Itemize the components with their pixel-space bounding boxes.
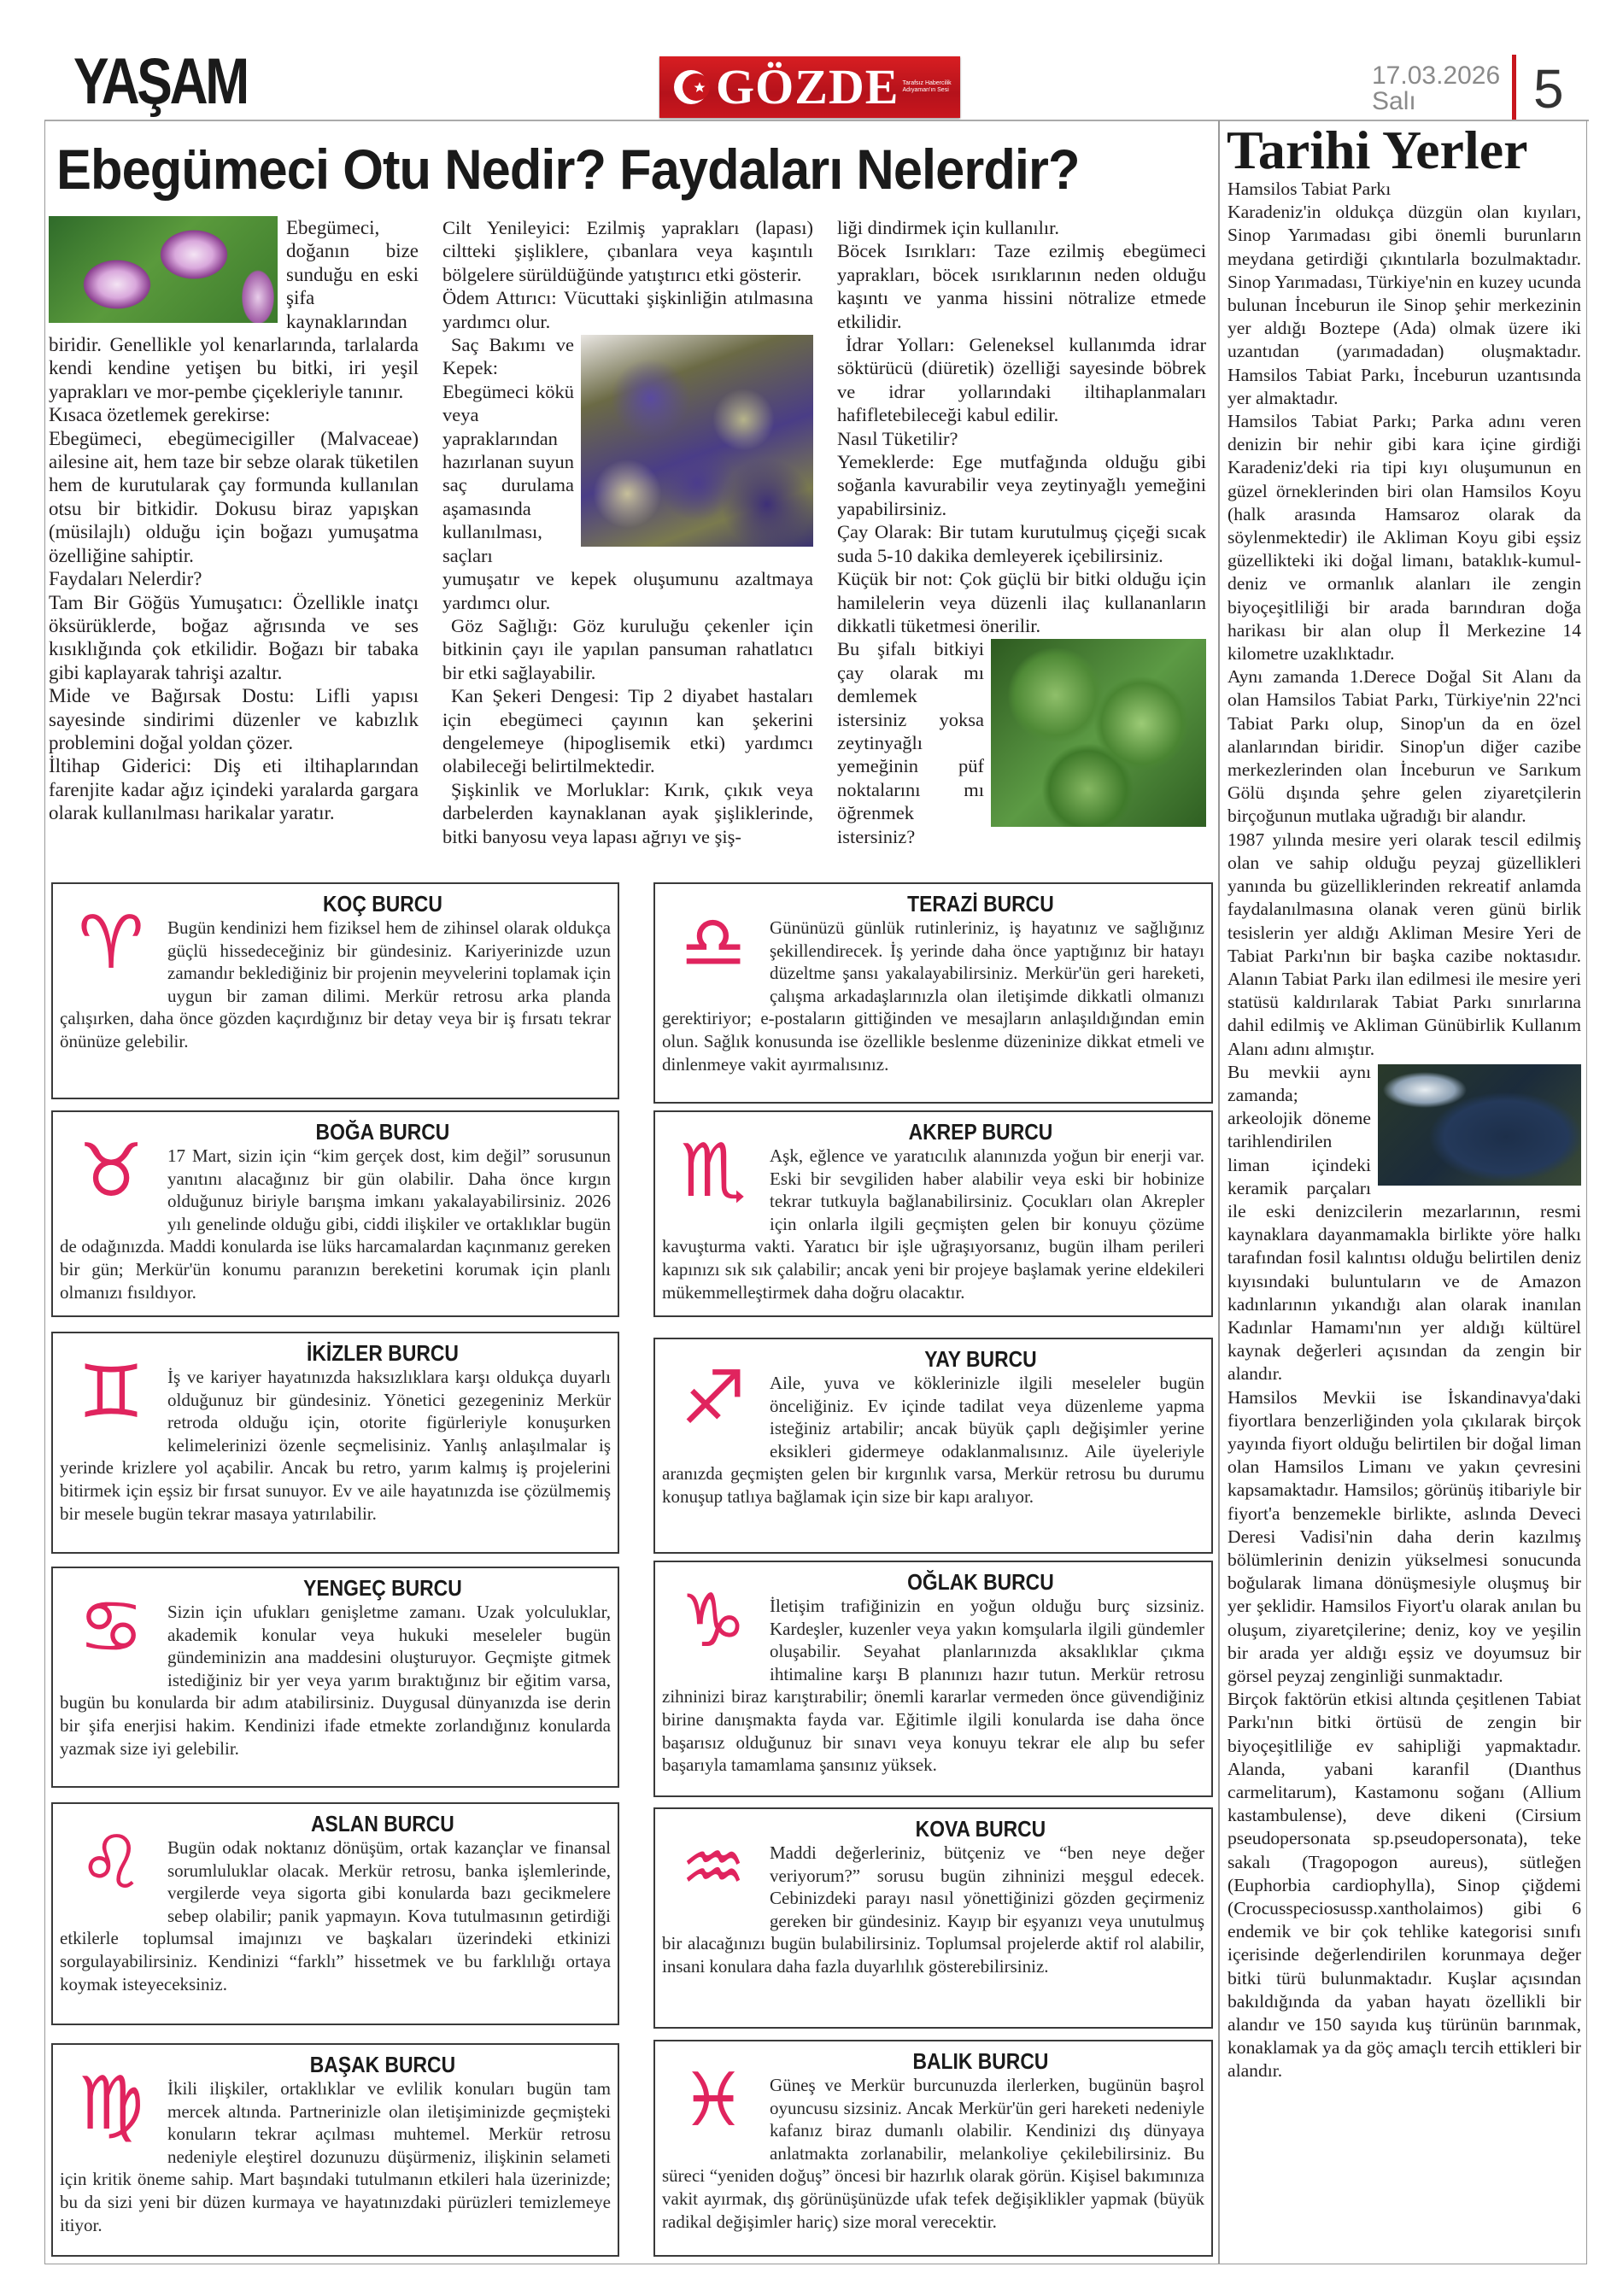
horoscope-box [653,2040,1213,2257]
aries-icon: ♈ [78,900,144,986]
horoscope-box [51,1802,619,2025]
leo-icon: ♌ [78,1820,144,1906]
paragraph: Saç Bakımı ve Kepek: Ebegümeci kökü veya yapraklarından hazırlanan suyun saç durulama aşamasında kullanılması, saçları yumuşatır ve kepek oluşumunu azaltmaya yardımcı olur. [442,334,813,613]
horoscope-title: KOVA BURCU [915,1816,1046,1842]
horoscope-text: İş ve kariyer hayatınızda haksızlıklara karşı oldukça duyarlı olduğunuz bir gündesiniz. Yönetici gezegeniniz Merkür retroda olduğu için, otorite figürleriyle konuşurken kelimelerinizi özenle seçmelisiniz. Yanlış anlaşılmalar iş yerinde krizlere yol açabilir. Ancak bu retro, yarım kalmış iş projelerini bitirmek için eşsiz bir fırsat sunuyor. Ev ve aile hayatınızda ise çözülmemiş bir mesele bugün tekrar masaya yatırılabilir. [60,1367,611,1524]
paragraph: Aynı zamanda 1.Derece Doğal Sit Alanı da olan Hamsilos Tabiat Parkı, Türkiye'nin 22'nci Tabiat Parkı olup, Sinop'un da en özel alanlarından biridir. Sinop'un diğer cazibe merkezlerinden olan İnceburun ve Sarıkum Gölü dışında şehre gelen ziyaretçilerin birçoğunun mutlaka uğradığı bir alandır. [1228,666,1581,827]
article-column-3 [837,216,1206,848]
pisces-icon: ♓ [680,2058,747,2143]
date-divider [1512,55,1516,120]
paragraph: liği dindirmek için kullanılır. [837,217,1059,238]
article-headline: Ebegümeci Otu Nedir? Faydaları Nelerdir? [56,138,1080,201]
paragraph: Kan Şekeri Dengesi: Tip 2 diyabet hastaları için ebegümeci çayının kan şekerini dengelemeye (hipoglisemik etki) yardımcı olabileceği belirtilmektedir. [442,685,813,777]
horoscope-box [51,2043,619,2257]
paragraph: Hamsilos Tabiat Parkı [1228,179,1392,199]
horoscope-box [51,882,619,1099]
hamsilos-bay-photo [1378,1064,1581,1186]
dried-mallow-photo [581,335,813,547]
paragraph: İdrar Yolları: Geleneksel kullanımda idrar söktürücü (diüretik) özelliği sayesinde böbrek ve idrar yollarındaki iltihaplanmaları hafifletebileceği kabul edilir. [837,334,1206,426]
horoscope-title: KOÇ BURCU [323,891,442,917]
paragraph: Küçük bir not: Çok güçlü bir bitki olduğu için hamilelerin veya düzenli ilaç kullananların dikkatli tüketmesi önerilir. [837,568,1206,636]
paragraph: Cilt Yenileyici: Ezilmiş yaprakları (lapası) ciltteki şişliklere, çıbanlara veya kaşıntılı bölgelere sürüldüğünde yatıştırıcı etki gösterir. [442,217,813,285]
horoscope-box [51,1567,619,1788]
horoscope-text: 17 Mart, sizin için “kim gerçek dost, kim değil” sorusunun yanıtını alacağınız bir gün olabilir. Daha önce kırgın olduğunuz biriyle barışma imkanı yakalayabilirsiniz. 2026 yılı genelinde olduğu gibi, ciddi ilişkiler ve ortaklıklar bugün de odağınızda. Maddi konularda ise lüks harcamalardan kaçınmanız gereken bir gün; Merkür'ün konumu paranızın bereketini korumak için planlı olmanızı fısıldıyor. [60,1145,611,1303]
aquarius-icon: ♒ [680,1825,747,1911]
logo-tagline: Tarafsız Habercilik Adıyaman'ın Sesi [902,80,952,93]
horoscope-title: ASLAN BURCU [311,1811,454,1836]
paragraph: Hamsilos Mevkii ise İskandinavya'daki fiyortlara benzerliğinden yola çıkılarak birçok yayında fiyort olduğu belirtilen bir doğal liman olan Hamsilos Limanı ve yakın çevresini kapsamaktadır. Hamsilos; görünüş itibariyle bir fiyort'a benzemekle birlikte, aslında Deveci Deresi Vadisi'nin daha derin kazılmış bölümlerinin denizin yükselmesi sonucunda boğularak limana dönüşmesiyle oluşmuş bir yer şeklidir. Hamsilos Fiyort'u olarak anılan bu oluşum, ziyaretçilerine; deniz, koy ve yeşilin bir arada yer aldığı eşsiz ve doyumsuz bir görsel peyzaj zenginliği sunmaktadır. [1228,1386,1581,1686]
paragraph: Birçok faktörün etkisi altında çeşitlenen Tabiat Parkı'nın bitki örtüsü de zengin bir biyoçeşitliliğe ev sahipliği yapmaktadır. Alanda, yabani karanfil (Dıanthus carmelitarum), Kastamonu soğanı (Allium kastambulense), deve dikeni (Cirsium pseudopersonata sp.pseudopersonata), teke sakalı (Tragopogon aureus), sütleğen (Euphorbia cardiophylla), Sinop çiğdemi (Crocusspeciosussp.xantholaimos) gibi 6 endemik ve bir çok tehlike kategorisi sınıfı içerisinde değerlendirilen korunmaya değer bitki türü bulunmaktadır. Kuşlar açısından bakıldığında da yaban hayatı özellikli bir alandır ve 150 sayıda kuş türünün barınmak, konaklamak ya da göç amaçlı tercih ettikleri bir alandır. [1228,1689,1581,2082]
horoscope-text: Bugün kendinizi hem fiziksel hem de zihinsel olarak oldukça güçlü hissedeceğiniz bir gündesiniz. Kariyerinizde uzun zamandır beklediğiniz bir projenin meyvelerini toplamak için uygun bir zaman dilimi. Merkür retrosu arka planda çalışırken, daha önce gözden kaçırdığınız bir detay veya bir iş fırsatı tekrar önünüze gelebilir. [60,917,611,1051]
mallow-flower-photo [49,216,278,323]
horoscope-text: Sizin için ufukları genişletme zamanı. Uzak yolculuklar, akademik konular veya hukuki meseleler bugün gündeminizin ana maddesini oluşturuyor. Geçmişte gitmek istediğiniz bir yer veya yarım bıraktığınız bir eğitim varsa, bugün bu konularda bir adım atabilirsiniz. Duygusal dünyanızda ise derin bir şifa enerjisi hakim. Kendinizi ifade etmekte zorlandığınız konularda yazmak size iyi gelebilir. [60,1602,611,1759]
horoscope-box [653,1110,1213,1317]
horoscope-text: Bugün odak noktanız dönüşüm, ortak kazançlar ve finansal sorumluluklar olacak. Merkür retrosu, banka işlemlerinde, vergilerde veya sigorta gibi konularda bazı gecikmelere sebep olabilir; panik yapmayın. Kova tutulmasının getirdiği etkilerle toplumsal imajınızı ve başkaları üzerindeki etkinizi sorgulayabilirsiniz. Kendinizi “farklı” hissetmek ve bu farklılığı ortaya koymak isteyeceksiniz. [60,1837,611,1994]
paragraph: Bu mevkii aynı zamanda; arkeolojik döneme tarihlendirilen liman içindeki keramik parçaları ile eski denizcilerin mezarlarının, resmi kaynaklara dayanmamakla birlikte yöre halkı tarafından fosil kalıntısı olduğu belirtilen deniz kıyısındaki buluntuların ve de Amazon kadınlarının yıkandığı alan olarak inanılan Kadınlar Hamamı'nın yer aldığı kültürel kaynak değerleri açısından da zengin bir alandır. [1228,1061,1581,1385]
horoscope-box [653,882,1213,1104]
paragraph: Tam Bir Göğüs Yumuşatıcı: Özellikle inatçı öksürüklerde, boğaz ağrısında ve ses kısıklığında çok etkilidir. Boğazı bir tabaka gibi kaplayarak tahrişi azaltır. [49,591,419,683]
horoscope-text: İletişim trafiğinizin en yoğun olduğu burç sizsiniz. Kardeşler, kuzenler veya yakın komşularla ilgili gündemler oluşabilir. Seyahat planlarınızda aksaklıklar çıkma ihtimaline karşı B planınızı hazır tutun. Merkür retrosu zihninizi biraz karıştırabilir; önemli kararlar vermeden önce güvendiğiniz birine danışmakta fayda var. Eğitimle ilgili konularda ise daha önce başarısız olduğunuz bir sınavı veya konuyu tekrar ele alıp bu sefer başarıyla tamamlama şansınız yüksek. [662,1596,1204,1776]
virgo-icon: ♍ [78,2061,144,2147]
horoscope-title: İKİZLER BURCU [306,1340,459,1366]
scorpio-icon: ♏ [680,1128,747,1214]
tarihi-yerler-title: Tarihi Yerler [1227,120,1528,180]
article-column-2 [442,216,813,848]
gemini-icon: ♊ [78,1350,144,1435]
horoscope-box [653,1807,1213,2029]
article-column-1 [49,216,419,825]
sagittarius-icon: ♐ [680,1356,747,1441]
weekday-text: Salı [1372,87,1416,115]
paragraph: Göz Sağlığı: Göz kuruluğu çekenler için bitkinin çayı ile yapılan pansuman rahatlatıcı bir etki sağlayabilir. [442,614,813,683]
horoscope-box [653,1338,1213,1554]
horoscope-box [653,1561,1213,1797]
section-title: YAŞAM [73,45,247,118]
horoscope-title: YENGEÇ BURCU [303,1575,462,1601]
paragraph: Karadeniz'in oldukça düzgün olan kıyıları, Sinop Yarımadası gibi önemli burunların meydana getirdiği çıkıntılarla bozulmaktadır. Sinop Yarımadası, Türkiye'nin en kuzey ucunda bulunan İnceburun ile Sinop şehir merkezinin yer aldığı Boztepe (Ada) olmak üzere iki uzantıdan (yarımadadan) oluşmaktadır. Hamsilos Tabiat Parkı, İnceburun uzantısında yer almaktadır. [1228,202,1581,408]
horoscope-title: BALIK BURCU [912,2048,1049,2074]
horoscope-title: OĞLAK BURCU [907,1569,1054,1595]
page-number: 5 [1533,58,1564,120]
horoscope-text: Aile, yuva ve köklerinizle ilgili meseleler bugün önceliğiniz. Ev içinde tadilat veya düzenleme yapma isteğiniz artabilir; ancak büyük çaplı değişimler yerine eksikleri gidermeye odaklanmalısınız. Aile üyeleriyle aranızda geçmişten gelen bir kırgınlık varsa, Merkür retrosu bu durumu konuşup tatlıya bağlamak için size bir kapı aralıyor. [662,1373,1204,1507]
paragraph: Ebegümeci, ebegümecigiller (Malvaceae) ailesine ait, hem taze bir sebze olarak tüketilen hem de kurutularak çay formunda kullanılan otsu bir bitkidir. Dokusu biraz yapışkan (müsilajlı) olduğu için boğazı yumuşatma özelliğine sahiptir. [49,427,419,566]
horoscope-title: BAŞAK BURCU [309,2052,456,2077]
paragraph: Yemeklerde: Ege mutfağında olduğu gibi soğanla kavurabilir veya zeytinyağlı yemeğini yapabilirsiniz. [837,451,1206,519]
paragraph: Hamsilos Tabiat Parkı; Parka adını veren denizin bir nehir gibi kara içine girdiği Karadeniz'deki ria tipi kıyı oluşumunun en güzel örneklerinden biri olan Hamsilos Koyu (halk arasında Hamsaroz olarak da söylenmektedir) ile Akliman Koyu gibi eşsiz güzellikteki iki doğal limanı, bataklık-kumul-deniz ve ormanlık alanları ile zengin biyoçeşitliliği bir arada barındıran doğa harikası bir alan olup İl Merkezine 14 kilometre uzaklıktadır. [1228,411,1581,665]
horoscope-text: Gününüzü günlük rutinleriniz, iş hayatınız ve sağlığınız şekillendirecek. İş yerinde daha önce yaptığınız bir hatayı düzeltme şansı yakalayabilirsiniz. Merkür'ün geri hareketi, çalışma arkadaşlarınızla olan iletişimde dikkatli olmanızı gerektiriyor; e-postaların gittiğinden ve mesajların anlaşıldığından emin olun. Sağlık konusunda ise özellikle beslenme düzeninize dikkat etmeli ve dinlenmeye vakit ayırmalısınız. [662,917,1204,1075]
horoscope-box [51,1332,619,1554]
paragraph: Ebegümeci, doğanın bize sunduğu en eski şifa kaynaklarından biridir. Genellikle yol kenarlarında, tarlalarda kendi kendine yetişen bu bitki, iri yeşil yaprakları ve mor-pembe çiçekleriyle tanınır. [49,217,419,402]
horoscope-title: AKREP BURCU [908,1119,1053,1145]
taurus-icon: ♉ [78,1128,144,1214]
libra-icon: ♎ [680,900,747,986]
logo-name: GÖZDE [716,59,899,114]
horoscope-title: BOĞA BURCU [315,1119,450,1145]
date-text: 17.03.2026 [1372,62,1501,90]
horoscope-text: Maddi değerleriniz, bütçeniz ve “ben neye değer veriyorum?” sorusu bugün zihninizi meşgul edecek. Cebinizdeki parayı nasıl yönettiğinizi gözden geçirmeniz gereken bir gündesiniz. Kayıp bir eşyanızı veya unutulmuş bir alacağınızı bugün bulabilirsiniz. Toplumsal projelerde aktif rol alabilir, insani konulara daha fazla duyarlılık gösterebilirsiniz. [662,1842,1204,1977]
horoscope-text: İkili ilişkiler, ortaklıklar ve evlilik konuları bugün tam mercek altında. Partnerinizle olan iletişiminizde geçmişteki konuların tekrar açılması muhtemel. Merkür retrosu nedeniyle eleştirel dozunuzu düşürmeniz, ilişkinin selameti için kritik öneme sahip. Mart başındaki tutulmanın etkileri hala üzerinizde; bu da sizi yeni bir düzen kurmaya ve hayatınızdaki pürüzleri temizlemeye itiyor. [60,2078,611,2235]
paragraph: Bu şifalı bitkiyi çay olarak mı demlemek istersiniz yoksa zeytinyağlı yemeğinin püf noktalarını mı öğrenmek istersiniz? [837,638,984,847]
horoscope-title: YAY BURCU [924,1346,1037,1372]
cancer-icon: ♋ [78,1584,144,1670]
paragraph: Şişkinlik ve Morluklar: Kırık, çıkık veya darbelerden kaynaklanan ayak şişliklerinde, bitki banyosu veya lapası ağrıyı ve şiş- [442,778,813,847]
paragraph: Çay Olarak: Bir tutam kurutulmuş çiçeği sıcak suda 5-10 dakika demleyerek içebilirsiniz. [837,521,1206,566]
horoscope-title: TERAZİ BURCU [907,891,1054,917]
newspaper-logo [659,56,960,118]
paragraph: 1987 yılında mesire yeri olarak tescil edilmiş olan ve sahip olduğu peyzaj güzellikleri yanında bu güzelliklerinden rekreatif anlamda faydalanılmasına olanak veren günü birlik tesislerin yer aldığı Akliman Mesire Yeri de Tabiat Parkı'nın bir başka cazibe noktasıdır. Alanın Tabiat Parkı ilan edilmesi ile mesire yeri statüsü kaldırılarak Tabiat Parkı sınırlarına dahil edilmiş ve Akliman Günübirlik Kullanım Alanı adını almıştır. [1228,829,1581,1059]
paragraph: Ödem Attırıcı: Vücuttaki şişkinliğin atılmasına yardımcı olur. [442,287,813,332]
horoscope-text: Güneş ve Merkür burcunuzda ilerlerken, bugünün başrol oyuncusu sizsiniz. Ancak Merkür'ün geri hareketi nedeniyle kafanız biraz dumanlı olabilir. Kendinizi dış dünyaya anlatmakta zorlanabilir, melankoliye çekilebilirsiniz. Bu süreci “yeniden doğuş” öncesi bir hazırlık olarak görün. Kişisel bakımınıza vakit ayırmak, dış görünüşünüzde ufak tefek değişiklikler yapmak (büyük radikal değişimler hariç) size moral verecektir. [662,2075,1204,2232]
capricorn-icon: ♑ [680,1578,747,1664]
column-divider [1218,120,1220,2264]
paragraph: İltihap Giderici: Diş eti iltihaplarından farenjite kadar ağız içindeki yaralarda gargara olarak kullanılması harikalar yaratır. [49,755,419,824]
mallow-leaves-photo [991,639,1206,827]
horoscope-text: Aşk, eğlence ve yaratıcılık alanınızda yoğun bir enerji var. Eski bir sevgiliden haber alabilir veya eski bir hobinize tekrar tutkuyla bağlanabilirsiniz. Çocukları olan Akrepler için onlarla ilgili geçmişten gelen bir konuyu çözüme kavuşturma vakti. Yaratıcı bir işle uğraşıyorsanız, bugün ilham perileri kapınızı sık sık çalabilir; ancak yeni bir projeye başlamak yerine eldekileri mükemmelleştirmek daha doğru olacaktır. [662,1145,1204,1303]
paragraph: Böcek Isırıkları: Taze ezilmiş ebegümeci yaprakları, böcek ısırıklarının neden olduğu kaşıntı ve yanma hissini nötralize etmede etkilidir. [837,240,1206,332]
paragraph: Mide ve Bağırsak Dostu: Lifli yapısı sayesinde sindirimi düzenler ve kabızlık problemini doğal yoldan çözer. [49,685,419,753]
horoscope-box [51,1110,619,1317]
paragraph: Kısaca özetlemek gerekirse: [49,404,271,426]
paragraph: Faydaları Nelerdir? [49,568,202,590]
crescent-star-icon [671,67,711,107]
issue-date [1372,63,1500,114]
paragraph: Nasıl Tüketilir? [837,427,958,449]
tarihi-yerler-column [1228,178,1581,2083]
